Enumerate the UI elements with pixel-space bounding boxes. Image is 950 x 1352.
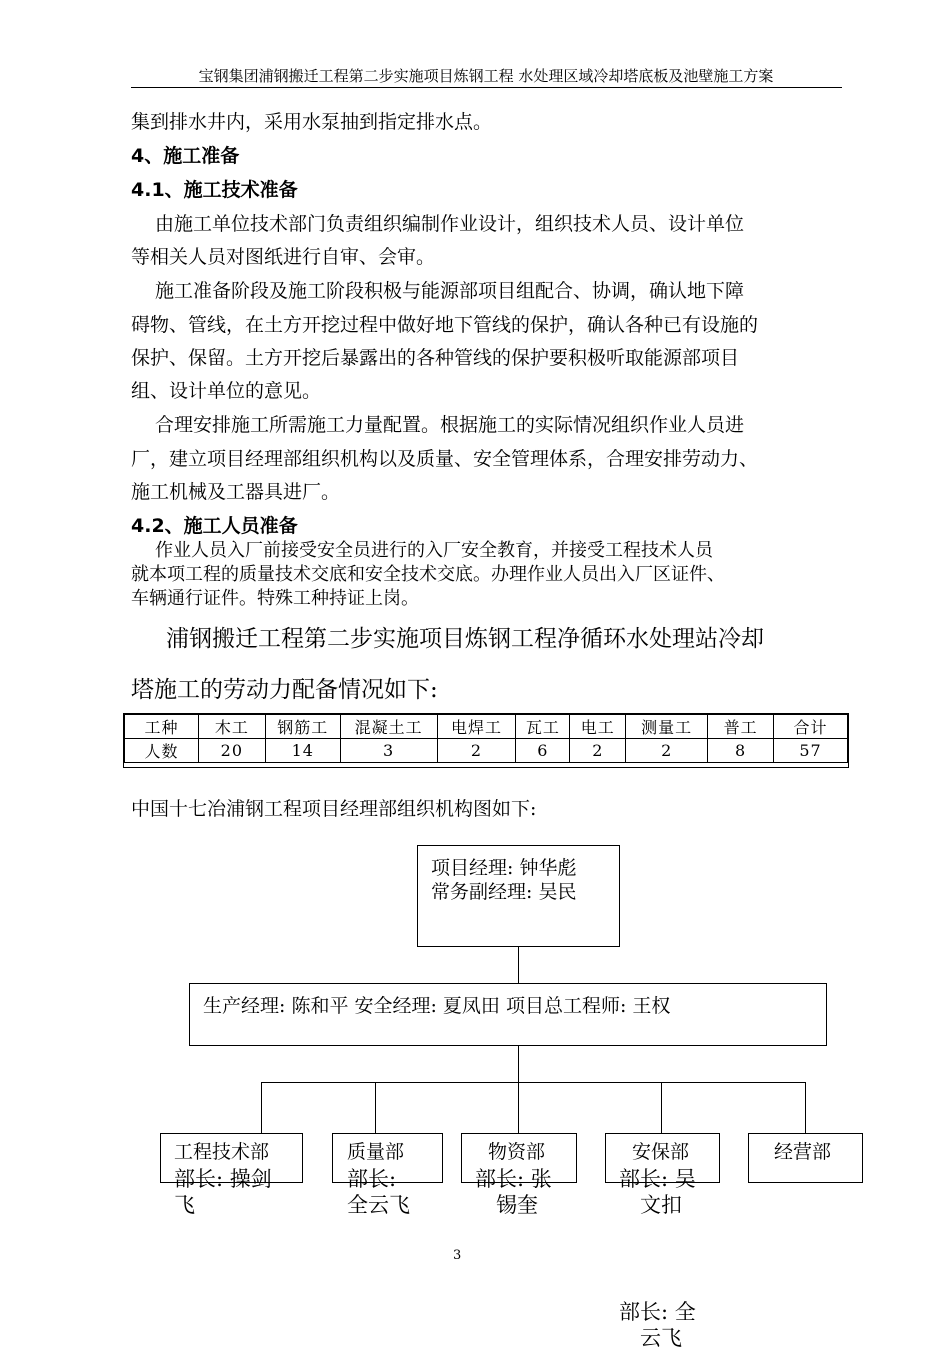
table-cell: 钢筋工 (265, 715, 340, 739)
connector-line (261, 1082, 806, 1083)
table-cell: 瓦工 (516, 715, 570, 739)
paragraph-line: 集到排水井内，采用水泵抽到指定排水点。 (131, 111, 493, 133)
table-cell: 电焊工 (437, 715, 516, 739)
connector-line (375, 1082, 376, 1133)
paragraph-line: 车辆通行证件。特殊工种持证上岗。 (131, 588, 419, 609)
dept-quality-name: 质量部 (347, 1141, 405, 1163)
dept-security-name: 安保部 (632, 1141, 690, 1163)
table-cell: 14 (265, 739, 340, 763)
dept-quality-head: 部长: (347, 1167, 397, 1191)
table-cell: 木工 (198, 715, 265, 739)
connector-line (261, 1082, 262, 1133)
connector-line (518, 1046, 519, 1083)
dept-engineering-name: 工程技术部 (174, 1141, 270, 1163)
paragraph-line: 施工机械及工器具进厂。 (131, 481, 341, 503)
table-title-line: 塔施工的劳动力配备情况如下: (131, 677, 438, 703)
table-cell: 57 (774, 739, 848, 763)
paragraph-line: 等相关人员对图纸进行自审、会审。 (131, 246, 436, 268)
table-cell: 工种 (125, 715, 199, 739)
connector-line (661, 1082, 662, 1133)
table-title-line: 浦钢搬迁工程第二步实施项目炼钢工程净循环水处理站冷却 (166, 626, 764, 652)
dept-engineering-head: 部长: 操剑 (174, 1167, 272, 1191)
table-cell: 合计 (774, 715, 848, 739)
table-cell: 测量工 (626, 715, 708, 739)
section-heading-4: 4、施工准备 (131, 145, 240, 167)
paragraph-line: 碍物、管线，在土方开挖过程中做好地下管线的保护，确认各种已有设施的 (131, 314, 759, 336)
dept-security-head: 部长: 吴 (619, 1167, 696, 1191)
page-header: 宝钢集团浦钢搬迁工程第二步实施项目炼钢工程 水处理区域冷却塔底板及池壁施工方案 (198, 67, 774, 85)
table-cell: 电工 (570, 715, 626, 739)
org-managers: 生产经理: 陈和平 安全经理: 夏凤田 项目总工程师: 王权 (203, 995, 671, 1017)
table-cell: 2 (437, 739, 516, 763)
connector-line (518, 947, 519, 983)
connector-line (518, 1082, 519, 1133)
dept-materials-name: 物资部 (488, 1141, 546, 1163)
dept-security-head: 文扣 (640, 1193, 682, 1217)
dept-quality-head: 全云飞 (347, 1193, 410, 1217)
paragraph-line: 保护、保留。土方开挖后暴露出的各种管线的保护要积极听取能源部项目 (131, 347, 740, 369)
dept-business-name: 经营部 (774, 1141, 832, 1163)
labor-table (124, 714, 848, 763)
org-chart-intro: 中国十七冶浦钢工程项目经理部组织机构图如下: (131, 798, 537, 820)
table-cell: 2 (570, 739, 626, 763)
dept-materials-head: 锡奎 (496, 1193, 538, 1217)
dept-engineering-head: 飞 (174, 1193, 195, 1217)
dept-materials-head: 部长: 张 (475, 1167, 552, 1191)
table-header-row (125, 715, 848, 739)
org-deputy-manager: 常务副经理: 吴民 (431, 881, 577, 903)
table-cell: 3 (340, 739, 437, 763)
stray-text: 云飞 (640, 1326, 682, 1350)
table-cell: 混凝土工 (340, 715, 437, 739)
table-cell: 20 (198, 739, 265, 763)
table-cell: 普工 (708, 715, 774, 739)
paragraph-line: 就本项工程的质量技术交底和安全技术交底。办理作业人员出入厂区证件、 (131, 564, 725, 585)
table-cell: 人数 (125, 739, 199, 763)
paragraph-line: 施工准备阶段及施工阶段积极与能源部项目组配合、协调，确认地下障 (155, 280, 745, 302)
stray-text: 部长: 全 (619, 1300, 696, 1324)
table-cell: 2 (626, 739, 708, 763)
connector-line (805, 1082, 806, 1133)
section-heading-4-2: 4.2、施工人员准备 (131, 515, 298, 537)
table-row (125, 739, 848, 763)
org-project-manager: 项目经理: 钟华彪 (431, 857, 577, 879)
header-rule (131, 87, 842, 88)
paragraph-line: 作业人员入厂前接受安全员进行的入厂安全教育，并接受工程技术人员 (155, 540, 713, 561)
paragraph-line: 合理安排施工所需施工力量配置。根据施工的实际情况组织作业人员进 (155, 414, 745, 436)
paragraph-line: 组、设计单位的意见。 (131, 380, 322, 402)
table-cell: 8 (708, 739, 774, 763)
page-number: 3 (453, 1248, 462, 1263)
paragraph-line: 厂，建立项目经理部组织机构以及质量、安全管理体系，合理安排劳动力、 (131, 448, 759, 470)
paragraph-line: 由施工单位技术部门负责组织编制作业设计，组织技术人员、设计单位 (155, 213, 745, 235)
section-heading-4-1: 4.1、施工技术准备 (131, 179, 298, 201)
table-cell: 6 (516, 739, 570, 763)
